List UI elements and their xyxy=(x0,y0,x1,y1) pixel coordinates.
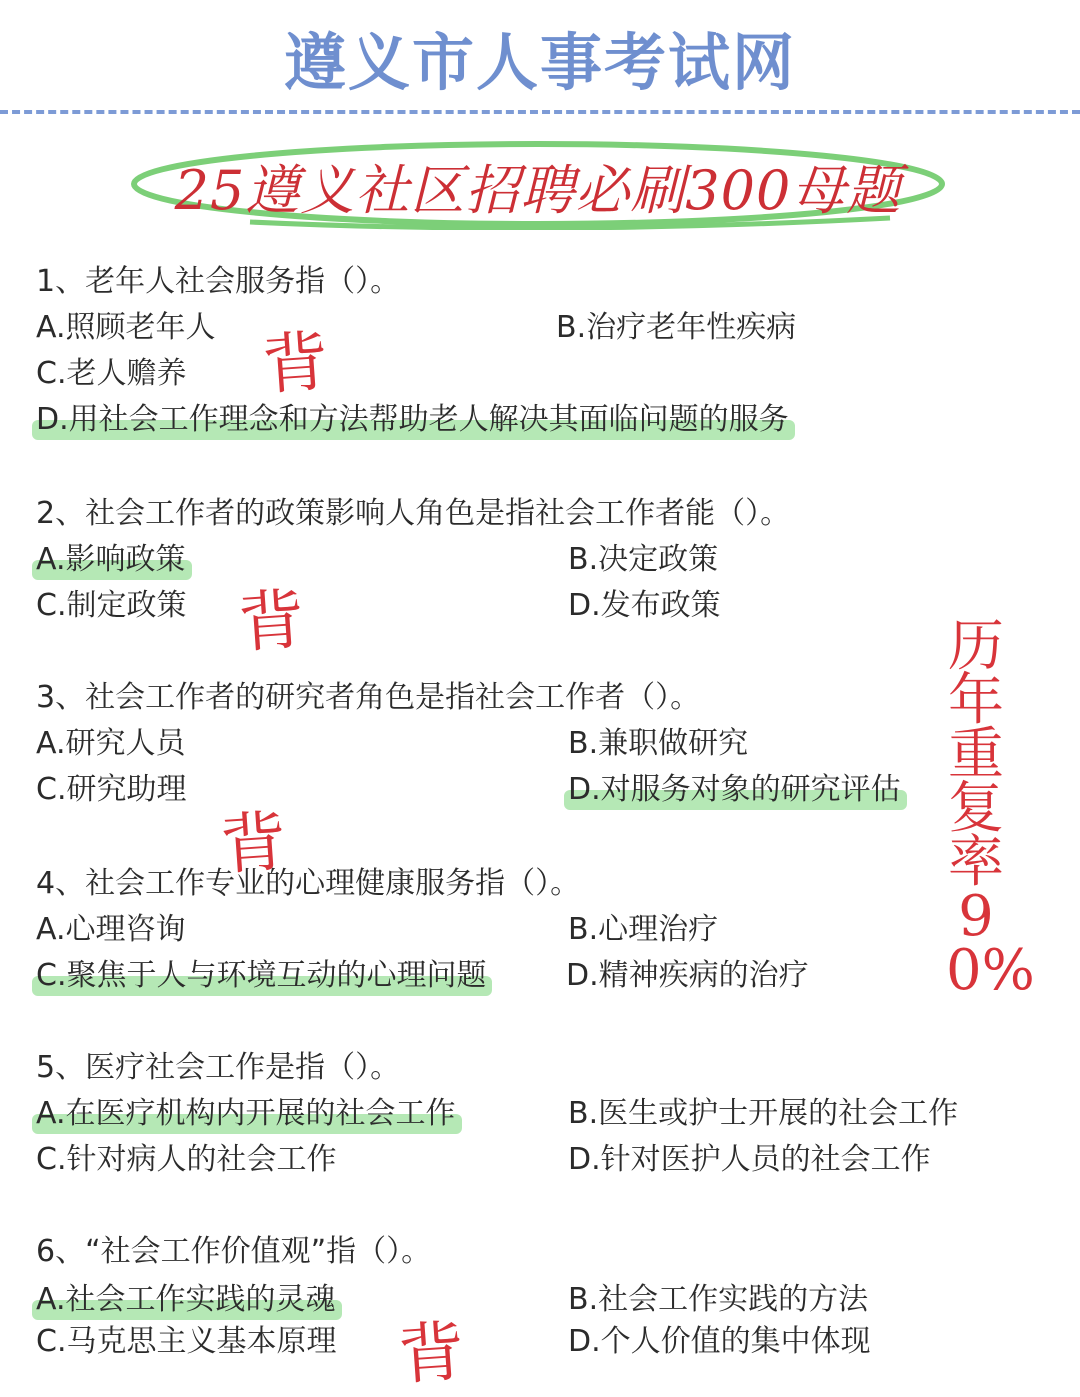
q2-option-a-highlight xyxy=(36,540,186,580)
q5-option-c: C.针对病人的社会工作 xyxy=(36,1142,337,1177)
question-2-stem: 2、社会工作者的政策影响人角色是指社会工作者能（）。 xyxy=(36,496,791,531)
q4-option-c-text: C.聚焦于人与环境互动的心理问题 xyxy=(36,958,487,993)
q6-option-d: D.个人价值的集中体现 xyxy=(568,1324,871,1359)
q5-option-b: B.医生或护士开展的社会工作 xyxy=(568,1096,959,1131)
q4-option-d: D.精神疾病的治疗 xyxy=(566,958,809,993)
q2-option-b: B.决定政策 xyxy=(568,542,719,577)
q6-option-a-highlight xyxy=(36,1280,336,1320)
banner xyxy=(130,138,946,230)
bei-mark-4: 背 xyxy=(395,1312,468,1395)
q3-option-d-highlight xyxy=(568,770,901,810)
q2-option-d: D.发布政策 xyxy=(568,588,721,623)
q2-option-c: C.制定政策 xyxy=(36,588,187,623)
q1-option-b: B.治疗老年性疾病 xyxy=(556,310,797,345)
q2-option-a-text: A.影响政策 xyxy=(36,542,186,577)
q5-option-a-highlight xyxy=(36,1094,456,1134)
q3-option-b: B.兼职做研究 xyxy=(568,726,749,761)
q1-option-d xyxy=(36,400,789,440)
question-1-stem: 1、老年人社会服务指（）。 xyxy=(36,264,401,299)
q6-option-a-text: A.社会工作实践的灵魂 xyxy=(36,1282,336,1317)
q1-option-a: A.照顾老年人 xyxy=(36,310,216,345)
q4-option-c-highlight xyxy=(36,956,486,996)
q5-option-a xyxy=(36,1094,456,1134)
bei-mark-3: 背 xyxy=(217,802,290,885)
bei-mark-2: 背 xyxy=(235,580,308,663)
dashed-divider xyxy=(0,110,1080,114)
q6-option-b: B.社会工作实践的方法 xyxy=(568,1282,869,1317)
banner-title: 25遵义社区招聘必刷300母题 xyxy=(174,159,902,222)
q4-option-a: A.心理咨询 xyxy=(36,912,186,947)
q6-option-c: C.马克思主义基本原理 xyxy=(36,1324,337,1359)
q3-option-c: C.研究助理 xyxy=(36,772,187,807)
question-4-stem: 4、社会工作专业的心理健康服务指（）。 xyxy=(36,866,581,901)
q4-option-c xyxy=(36,956,486,996)
q3-option-d-text: D.对服务对象的研究评估 xyxy=(568,772,901,807)
q4-option-b: B.心理治疗 xyxy=(568,912,719,947)
q5-option-d: D.针对医护人员的社会工作 xyxy=(568,1142,931,1177)
q2-option-a xyxy=(36,540,186,580)
q3-option-a: A.研究人员 xyxy=(36,726,186,761)
q1-option-d-highlight xyxy=(36,400,789,440)
question-5-stem: 5、医疗社会工作是指（）。 xyxy=(36,1050,401,1085)
q6-option-a xyxy=(36,1280,336,1320)
question-3-stem: 3、社会工作者的研究者角色是指社会工作者（）。 xyxy=(36,680,701,715)
side-note: 历年重复率90% xyxy=(946,614,1035,1003)
bei-mark-1: 背 xyxy=(259,322,332,405)
q1-option-d-text: D.用社会工作理念和方法帮助老人解决其面临问题的服务 xyxy=(36,402,789,437)
q5-option-a-text: A.在医疗机构内开展的社会工作 xyxy=(36,1096,456,1131)
q3-option-d xyxy=(568,770,901,810)
site-title: 遵义市人事考试网 xyxy=(283,26,796,99)
question-6-stem: 6、“社会工作价值观”指（）。 xyxy=(36,1234,432,1269)
q1-option-c: C.老人赡养 xyxy=(36,356,187,391)
